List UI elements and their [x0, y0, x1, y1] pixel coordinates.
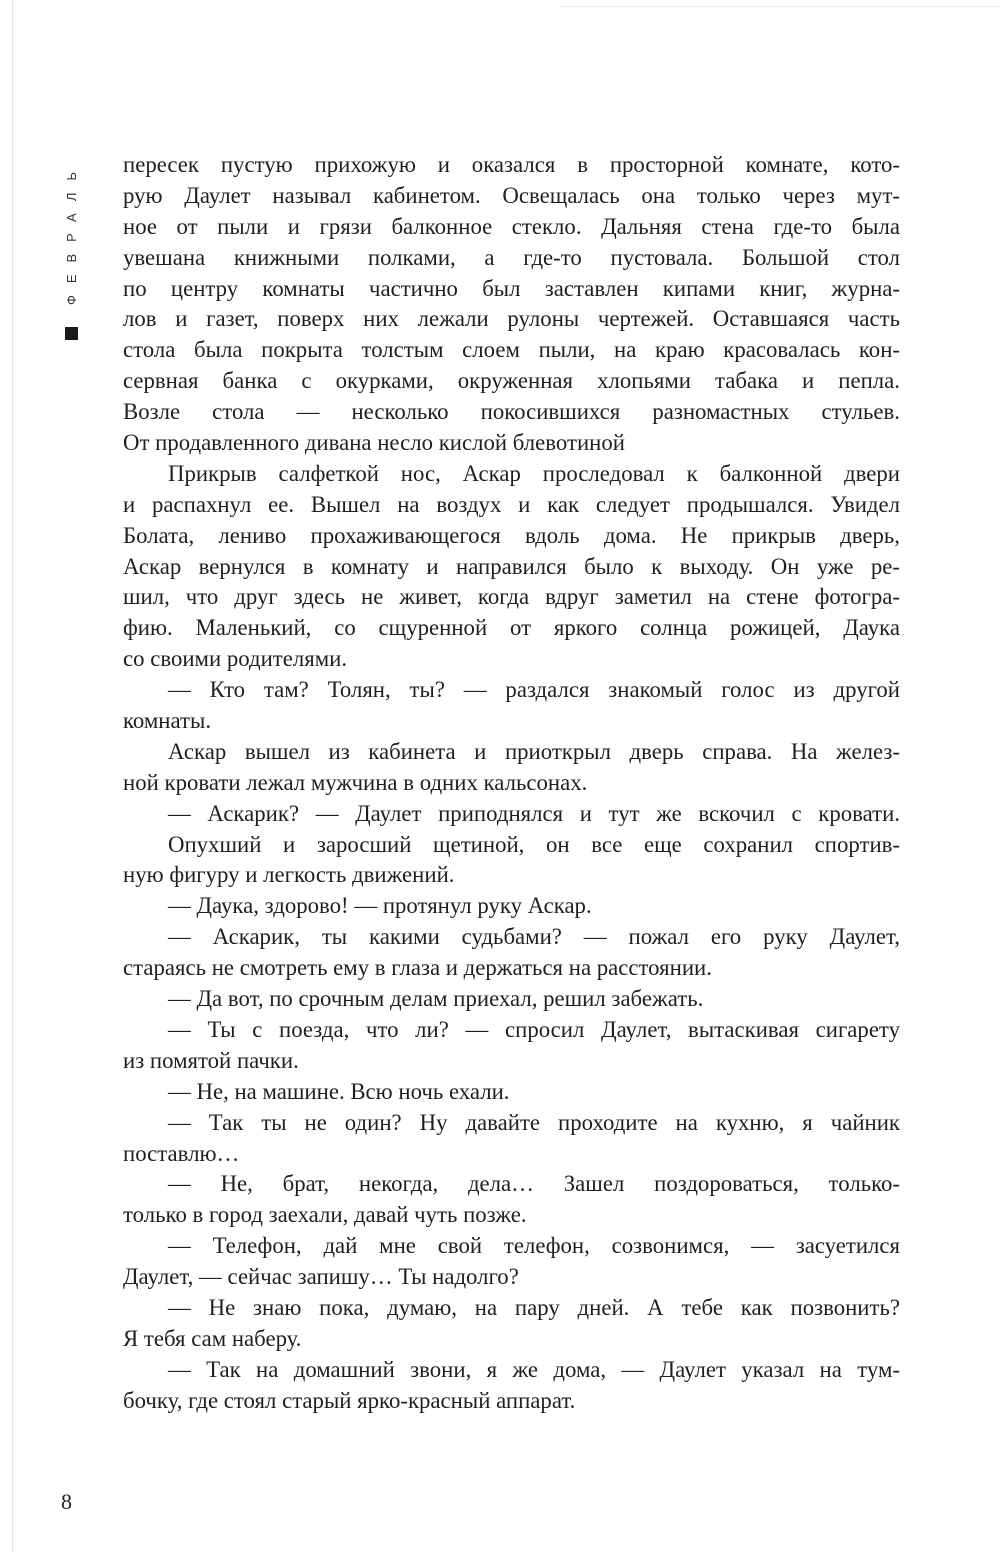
text-line: рую Даулет называл кабинетом. Освещалась она только через мут- [123, 182, 900, 208]
text-line: — Не, брат, некогда, дела… Зашел поздороваться, только- [168, 1171, 900, 1197]
text-line: Опухший и заросший щетиной, он все еще сохранил спортив- [168, 831, 900, 857]
text-line: увешана книжными полками, а где-то пустовала. Большой стол [123, 244, 900, 270]
text-line: поставлю… [123, 1140, 240, 1166]
text-line: — Телефон, дай мне свой телефон, созвонимся, — засуетился [168, 1233, 900, 1259]
text-line: — Не, на машине. Всю ночь ехали. [168, 1078, 510, 1104]
text-line: из помятой пачки. [123, 1047, 299, 1073]
text-line: Болата, лениво прохаживающегося вдоль дома. Не прикрыв дверь, [123, 522, 900, 548]
running-head [60, 160, 82, 340]
text-line: — Аскарик, ты какими судьбами? — пожал его руку Даулет, [168, 924, 900, 950]
text-line: фию. Маленький, со сщуренной от яркого солнца рожицей, Даука [123, 615, 900, 641]
text-line: — Аскарик? — Даулет приподнялся и тут же вскочил с кровати. [168, 800, 900, 826]
text-line: по центру комнаты частично был заставлен кипами книг, журна- [123, 275, 900, 301]
text-line: Я тебя сам наберу. [123, 1325, 302, 1351]
text-line: Аскар вернулся в комнату и направился было к выходу. Он уже ре- [123, 553, 900, 579]
text-line: ное от пыли и грязи балконное стекло. Дальняя стена где-то была [123, 213, 900, 239]
text-line: Возле стола — несколько покосившихся разномастных стульев. [123, 399, 900, 425]
text-line: комнаты. [123, 708, 212, 734]
text-line: — Так ты не один? Ну давайте проходите на кухню, я чайник [168, 1109, 900, 1135]
text-line: шил, что друг здесь не живет, когда вдруг заметил на стене фотогра- [123, 584, 900, 610]
text-line: Аскар вышел из кабинета и приоткрыл дверь справа. На желез- [168, 738, 900, 764]
text-line: — Не знаю пока, думаю, на пару дней. А тебе как позвонить? [168, 1294, 900, 1320]
page-number: 8 [61, 1489, 72, 1514]
body-text [123, 150, 900, 1417]
text-line: стараясь не смотреть ему в глаза и держаться на расстоянии. [123, 955, 712, 981]
text-line: — Ты с поезда, что ли? — спросил Даулет, вытаскивая сигарету [168, 1016, 900, 1042]
text-line: со своими родителями. [123, 646, 348, 672]
text-line: — Даука, здорово! — протянул руку Аскар. [168, 893, 592, 919]
text-line: ную фигуру и легкость движений. [123, 862, 455, 888]
text-line: — Кто там? Толян, ты? — раздался знакомый голос из другой [168, 677, 900, 703]
text-line: только в город заехали, давай чуть позже. [123, 1202, 527, 1228]
text-line: — Да вот, по срочным делам приехал, решил забежать. [168, 986, 704, 1012]
top-rule [560, 6, 1000, 17]
text-line: ной кровати лежал мужчина в одних кальсонах. [123, 769, 588, 795]
text-line: пересек пустую прихожую и оказался в просторной комнате, кото- [123, 152, 900, 177]
text-line: сервная банка с окурками, окруженная хлопьями табака и пепла. [123, 368, 900, 394]
text-line: лов и газет, поверх них лежали рулоны чертежей. Оставшаяся часть [123, 306, 900, 332]
text-line: стола была покрыта толстым слоем пыли, на краю красовалась кон- [123, 337, 900, 363]
page-edge [0, 0, 13, 1552]
text-line: Даулет, — сейчас запишу… Ты надолго? [123, 1264, 519, 1290]
text-line: и распахнул ее. Вышел на воздух и как следует продышался. Увидел [123, 491, 900, 517]
text-line: От продавленного дивана несло кислой блевотиной [123, 430, 625, 456]
running-head-marker [65, 327, 78, 340]
text-line: Прикрыв салфеткой нос, Аскар проследовал к балконной двери [168, 460, 900, 486]
text-line: бочку, где стоял старый ярко-красный аппарат. [123, 1387, 576, 1413]
text-line: — Так на домашний звони, я же дома, — Даулет указал на тум- [168, 1356, 900, 1382]
running-head-title: ФЕВРАЛЬ [63, 160, 79, 306]
